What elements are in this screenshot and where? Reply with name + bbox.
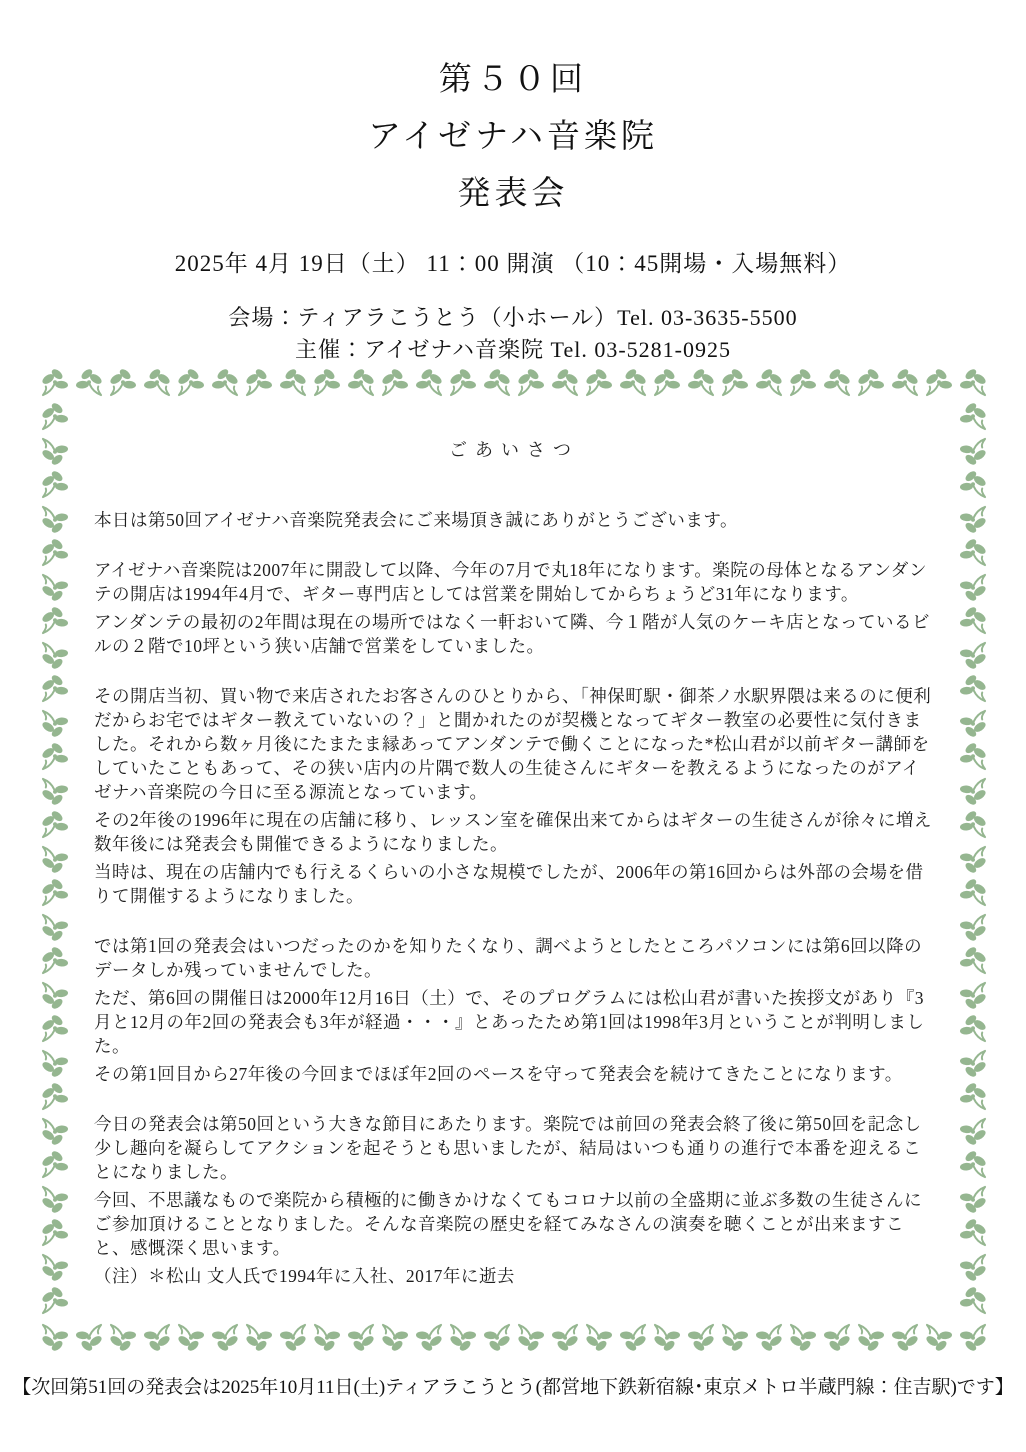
leaf-vine-motif-icon <box>718 1320 752 1354</box>
leaf-vine-motif-icon <box>72 366 106 400</box>
leaf-vine-motif-icon <box>38 1182 72 1216</box>
leaf-vine-motif-icon <box>582 366 616 400</box>
leaf-vine-motif-icon <box>956 400 990 434</box>
leaf-vine-motif-icon <box>956 1114 990 1148</box>
frame-border-right <box>956 400 990 1320</box>
greeting-paragraph: 今日の発表会は第50回という大きな節目にあたります。楽院では前回の発表会終了後に第50回を記念し少し趣向を凝らしてアクションを起そうとも思いましたが、結局はいつも通りの進行で本番を迎えることになりました。 <box>94 1114 922 1182</box>
leaf-vine-motif-icon <box>38 808 72 842</box>
greeting-paragraph: 今回、不思議なもので楽院から積極的に働きかけなくてもコロナ以前の全盛期に並ぶ多数の生徒さんにご参加頂けることとなりました。そんな音楽院の歴史を経てみなさんの演奏を聴くことが出来ますこと、感慨深く思います。 <box>94 1190 922 1258</box>
leaf-vine-motif-icon <box>922 1320 956 1354</box>
leaf-vine-motif-icon <box>344 1320 378 1354</box>
leaf-vine-motif-icon <box>412 1320 446 1354</box>
leaf-vine-motif-icon <box>38 434 72 468</box>
greeting-paragraph-group <box>94 684 934 908</box>
leaf-vine-motif-icon <box>38 1012 72 1046</box>
leaf-vine-motif-icon <box>276 1320 310 1354</box>
greeting-paragraph-group <box>94 934 934 1086</box>
leaf-vine-motif-icon <box>956 1080 990 1114</box>
greeting-paragraph: （注）＊松山 文人氏で1994年に入社、2017年に逝去 <box>94 1266 515 1286</box>
leaf-vine-motif-icon <box>38 604 72 638</box>
leaf-vine-motif-icon <box>38 740 72 774</box>
leaf-vine-motif-icon <box>956 1182 990 1216</box>
leaf-vine-motif-icon <box>616 1320 650 1354</box>
leaf-vine-motif-icon <box>38 944 72 978</box>
leaf-vine-motif-icon <box>38 1080 72 1114</box>
leaf-vine-motif-icon <box>650 366 684 400</box>
leaf-vine-motif-icon <box>956 774 990 808</box>
page-title-line-3: 発表会 <box>457 176 569 212</box>
venue-line: 会場：ティアラこうとう（小ホール）Tel. 03-3635-5500 <box>228 305 798 330</box>
leaf-vine-motif-icon <box>786 366 820 400</box>
leaf-vine-motif-icon <box>480 366 514 400</box>
leaf-vine-motif-icon <box>820 366 854 400</box>
leaf-vine-motif-icon <box>38 1284 72 1318</box>
leaf-vine-motif-icon <box>956 672 990 706</box>
leaf-vine-motif-icon <box>344 366 378 400</box>
leaf-vine-motif-icon <box>888 1320 922 1354</box>
leaf-vine-motif-icon <box>38 774 72 808</box>
leaf-vine-motif-icon <box>38 1148 72 1182</box>
leaf-vine-motif-icon <box>956 910 990 944</box>
leaf-vine-motif-icon <box>956 876 990 910</box>
leaf-vine-motif-icon <box>38 1320 72 1354</box>
greeting-paragraph: 当時は、現在の店舗内でも行えるくらいの小さな規模でしたが、2006年の第16回からは外部の会場を借りて開催するようになりました。 <box>94 862 924 906</box>
greeting-paragraph: その2年後の1996年に現在の店舗に移り、レッスン室を確保出来てからはギターの生徒さんが徐々に増え数年後には発表会も開催できるようになりました。 <box>94 810 932 854</box>
greeting-paragraph: アンダンテの最初の2年間は現在の場所ではなく一軒おいて隣、今１階が人気のケーキ店となっているビルの２階で10坪という狭い店舗で営業をしていました。 <box>94 612 931 656</box>
leaf-vine-motif-icon <box>888 366 922 400</box>
greeting-paragraph-group <box>94 508 934 532</box>
page-title-line-2: アイゼナハ音楽院 <box>367 119 659 155</box>
leaf-vine-motif-icon <box>956 978 990 1012</box>
leaf-vine-motif-icon <box>956 1012 990 1046</box>
leaf-vine-motif-icon <box>208 366 242 400</box>
leaf-vine-motif-icon <box>922 366 956 400</box>
leaf-vine-motif-icon <box>174 366 208 400</box>
greeting-content <box>72 400 956 1320</box>
leaf-vine-motif-icon <box>38 1250 72 1284</box>
leaf-vine-motif-icon <box>684 366 718 400</box>
title-block <box>0 0 1026 223</box>
leaf-vine-motif-icon <box>412 366 446 400</box>
leaf-vine-motif-icon <box>854 366 888 400</box>
leaf-vine-motif-icon <box>242 1320 276 1354</box>
leaf-vine-motif-icon <box>38 672 72 706</box>
frame-border-top <box>38 366 990 400</box>
leaf-vine-motif-icon <box>956 1148 990 1182</box>
leaf-vine-motif-icon <box>582 1320 616 1354</box>
leaf-vine-motif-icon <box>378 1320 412 1354</box>
leaf-vine-motif-icon <box>106 1320 140 1354</box>
leaf-vine-motif-icon <box>956 468 990 502</box>
greeting-paragraph: その開店当初、買い物で来店されたお客さんのひとりから、「神保町駅・御茶ノ水駅界隈は来るのに便利だからお宅ではギター教えていないの？」と聞かれたのが契機となってギター教室の必要性に気付きました。それから数ヶ月後にたまたま縁あってアンダンテで働くことになった*松山君が以前ギター講師をしていたこともあって、その狭い店内の片隅で数人の生徒さんにギターを教えるようになったのがアイゼナハ音楽院の今日に至る源流となっています。 <box>94 686 932 802</box>
leaf-vine-motif-icon <box>276 366 310 400</box>
leaf-vine-motif-icon <box>38 706 72 740</box>
greeting-paragraph-group <box>94 558 934 658</box>
leaf-vine-motif-icon <box>786 1320 820 1354</box>
leaf-vine-motif-icon <box>72 1320 106 1354</box>
leaf-vine-motif-icon <box>106 366 140 400</box>
leaf-vine-motif-icon <box>310 1320 344 1354</box>
leaf-vine-motif-icon <box>140 1320 174 1354</box>
leaf-vine-motif-icon <box>38 400 72 434</box>
leaf-vine-motif-icon <box>140 366 174 400</box>
venue-block <box>0 302 1026 366</box>
leaf-vine-motif-icon <box>956 944 990 978</box>
leaf-vine-motif-icon <box>854 1320 888 1354</box>
leaf-vine-motif-icon <box>514 1320 548 1354</box>
leaf-vine-motif-icon <box>38 366 72 400</box>
leaf-vine-motif-icon <box>38 876 72 910</box>
leaf-vine-motif-icon <box>38 1216 72 1250</box>
greeting-paragraph-group <box>94 1112 934 1288</box>
leaf-vine-motif-icon <box>514 366 548 400</box>
leaf-vine-motif-icon <box>718 366 752 400</box>
leaf-vine-motif-icon <box>956 1284 990 1318</box>
leaf-vine-motif-icon <box>752 366 786 400</box>
leaf-vine-motif-icon <box>38 1046 72 1080</box>
leaf-vine-motif-icon <box>956 570 990 604</box>
leaf-vine-motif-icon <box>616 366 650 400</box>
next-event-footer: 【次回第51回の発表会は2025年10月11日(土)ティアラこうとう(都営地下鉄新宿線･東京メトロ半蔵門線：住吉駅)です】 <box>12 1377 1014 1398</box>
leaf-vine-motif-icon <box>38 468 72 502</box>
leaf-vine-motif-icon <box>956 638 990 672</box>
leaf-vine-motif-icon <box>38 910 72 944</box>
leaf-vine-motif-icon <box>208 1320 242 1354</box>
frame-border-left <box>38 400 72 1320</box>
leaf-vine-motif-icon <box>310 366 344 400</box>
leaf-vine-motif-icon <box>956 434 990 468</box>
leaf-vine-motif-icon <box>174 1320 208 1354</box>
leaf-vine-motif-icon <box>446 1320 480 1354</box>
greeting-frame <box>38 366 990 1354</box>
leaf-vine-motif-icon <box>684 1320 718 1354</box>
leaf-vine-motif-icon <box>956 1046 990 1080</box>
leaf-vine-motif-icon <box>956 706 990 740</box>
leaf-vine-motif-icon <box>480 1320 514 1354</box>
leaf-vine-motif-icon <box>752 1320 786 1354</box>
leaf-vine-motif-icon <box>956 808 990 842</box>
leaf-vine-motif-icon <box>38 978 72 1012</box>
leaf-vine-motif-icon <box>956 536 990 570</box>
leaf-vine-motif-icon <box>38 638 72 672</box>
organizer-line: 主催：アイゼナハ音楽院 Tel. 03-5281-0925 <box>295 337 731 362</box>
leaf-vine-motif-icon <box>956 366 990 400</box>
leaf-vine-motif-icon <box>38 842 72 876</box>
leaf-vine-motif-icon <box>242 366 276 400</box>
greeting-paragraph: 本日は第50回アイゼナハ音楽院発表会にご来場頂き誠にありがとうございます。 <box>94 510 738 530</box>
leaf-vine-motif-icon <box>38 1114 72 1148</box>
leaf-vine-motif-icon <box>548 366 582 400</box>
page-title-line-1: 第５０回 <box>439 62 587 98</box>
leaf-vine-motif-icon <box>956 1250 990 1284</box>
frame-border-bottom <box>38 1320 990 1354</box>
leaf-vine-motif-icon <box>956 502 990 536</box>
leaf-vine-motif-icon <box>956 740 990 774</box>
greeting-paragraph: では第1回の発表会はいつだったのかを知りたくなり、調べようとしたところパソコンには第6回以降のデータしか残っていませんでした。 <box>94 936 923 980</box>
leaf-vine-motif-icon <box>956 842 990 876</box>
leaf-vine-motif-icon <box>956 1320 990 1354</box>
greeting-paragraph: その第1回目から27年後の今回までほぼ年2回のペースを守って発表会を続けてきたことになります。 <box>94 1064 903 1084</box>
leaf-vine-motif-icon <box>38 536 72 570</box>
leaf-vine-motif-icon <box>548 1320 582 1354</box>
leaf-vine-motif-icon <box>446 366 480 400</box>
leaf-vine-motif-icon <box>378 366 412 400</box>
leaf-vine-motif-icon <box>650 1320 684 1354</box>
leaf-vine-motif-icon <box>956 1216 990 1250</box>
greeting-heading: ごあいさつ <box>449 440 579 460</box>
leaf-vine-motif-icon <box>38 570 72 604</box>
greeting-body <box>94 508 934 1288</box>
leaf-vine-motif-icon <box>820 1320 854 1354</box>
greeting-paragraph: アイゼナハ音楽院は2007年に開設して以降、今年の7月で丸18年になります。楽院の母体となるアンダンテの開店は1994年4月で、ギター専門店としては営業を開始してからちょうど31年になります。 <box>94 560 927 604</box>
event-date-line: 2025年 4月 19日（土） 11：00 開演 （10：45開場・入場無料） <box>174 251 852 276</box>
leaf-vine-motif-icon <box>956 604 990 638</box>
greeting-paragraph: ただ、第6回の開催日は2000年12月16日（土）で、そのプログラムには松山君が書いた挨拶文があり『3月と12月の年2回の発表会も3年が経過・・・』とあったため第1回は1998年3月ということが判明しました。 <box>94 988 925 1056</box>
leaf-vine-motif-icon <box>38 502 72 536</box>
